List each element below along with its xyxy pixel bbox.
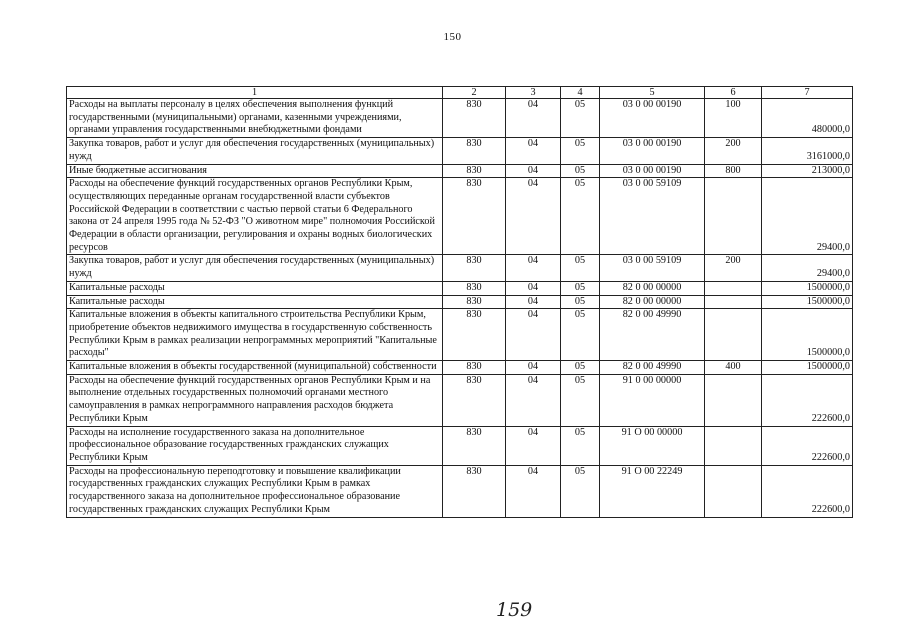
amount: 1500000,0	[762, 309, 853, 361]
subsection-code: 05	[561, 309, 600, 361]
column-header-4: 4	[561, 87, 600, 99]
amount: 480000,0	[762, 99, 853, 138]
table-row	[67, 255, 853, 281]
row-description: Капитальные расходы	[67, 281, 443, 295]
section-code: 04	[506, 374, 561, 426]
table-row	[67, 295, 853, 309]
subsection-code: 05	[561, 178, 600, 255]
expense-type-code: 200	[705, 255, 762, 281]
ministry-code: 830	[443, 426, 506, 465]
target-article-code: 91 0 00 00000	[600, 374, 705, 426]
target-article-code: 82 0 00 00000	[600, 295, 705, 309]
expense-type-code	[705, 465, 762, 517]
row-description: Закупка товаров, работ и услуг для обеспечения государственных (муниципальных) нужд	[67, 138, 443, 164]
target-article-code: 82 0 00 49990	[600, 361, 705, 375]
column-header-2: 2	[443, 87, 506, 99]
section-code: 04	[506, 295, 561, 309]
expense-type-code	[705, 309, 762, 361]
table-row	[67, 178, 853, 255]
handwritten-page-number: 159	[496, 599, 533, 621]
row-description: Капитальные вложения в объекты государственной (муниципальной) собственности	[67, 361, 443, 375]
section-code: 04	[506, 164, 561, 178]
subsection-code: 05	[561, 295, 600, 309]
ministry-code: 830	[443, 309, 506, 361]
subsection-code: 05	[561, 281, 600, 295]
target-article-code: 82 0 00 49990	[600, 309, 705, 361]
subsection-code: 05	[561, 255, 600, 281]
amount: 213000,0	[762, 164, 853, 178]
amount: 222600,0	[762, 465, 853, 517]
target-article-code: 91 О 00 22249	[600, 465, 705, 517]
row-description: Капитальные вложения в объекты капитального строительства Республики Крым, приобретение объектов недвижимого имущества в государственную собственность Республики Крым в рамках реализации непрограммных мероприятий "Капитальные расходы"	[67, 309, 443, 361]
column-header-3: 3	[506, 87, 561, 99]
subsection-code: 05	[561, 361, 600, 375]
section-code: 04	[506, 255, 561, 281]
table-row	[67, 99, 853, 138]
table-row	[67, 465, 853, 517]
expense-type-code	[705, 374, 762, 426]
column-header-6: 6	[705, 87, 762, 99]
target-article-code: 03 0 00 59109	[600, 178, 705, 255]
subsection-code: 05	[561, 99, 600, 138]
column-header-1: 1	[67, 87, 443, 99]
ministry-code: 830	[443, 361, 506, 375]
subsection-code: 05	[561, 164, 600, 178]
amount: 222600,0	[762, 374, 853, 426]
ministry-code: 830	[443, 178, 506, 255]
expense-type-code: 100	[705, 99, 762, 138]
table-row	[67, 138, 853, 164]
amount: 29400,0	[762, 178, 853, 255]
row-description: Расходы на обеспечение функций государственных органов Республики Крым и на выполнение отдельных государственных полномочий органами местного самоуправления в рамках непрограммного направления расходов бюджета Республики Крым	[67, 374, 443, 426]
section-code: 04	[506, 309, 561, 361]
ministry-code: 830	[443, 374, 506, 426]
section-code: 04	[506, 361, 561, 375]
table-row	[67, 309, 853, 361]
table-row	[67, 361, 853, 375]
header-row	[67, 87, 853, 99]
target-article-code: 82 0 00 00000	[600, 281, 705, 295]
expense-type-code	[705, 178, 762, 255]
row-description: Расходы на исполнение государственного заказа на дополнительное профессиональное образование государственных гражданских служащих Республики Крым	[67, 426, 443, 465]
target-article-code: 03 0 00 00190	[600, 164, 705, 178]
table-row	[67, 426, 853, 465]
section-code: 04	[506, 281, 561, 295]
ministry-code: 830	[443, 138, 506, 164]
column-header-5: 5	[600, 87, 705, 99]
amount: 1500000,0	[762, 361, 853, 375]
amount: 222600,0	[762, 426, 853, 465]
expense-type-code: 200	[705, 138, 762, 164]
budget-table	[66, 86, 853, 518]
section-code: 04	[506, 426, 561, 465]
target-article-code: 03 0 00 00190	[600, 138, 705, 164]
target-article-code: 03 0 00 59109	[600, 255, 705, 281]
expense-type-code: 800	[705, 164, 762, 178]
section-code: 04	[506, 138, 561, 164]
subsection-code: 05	[561, 465, 600, 517]
subsection-code: 05	[561, 138, 600, 164]
ministry-code: 830	[443, 99, 506, 138]
table-row	[67, 374, 853, 426]
ministry-code: 830	[443, 295, 506, 309]
target-article-code: 91 О 00 00000	[600, 426, 705, 465]
section-code: 04	[506, 465, 561, 517]
row-description: Расходы на профессиональную переподготовку и повышение квалификации государственных гражданских служащих Республики Крым в рамках государственного заказа на дополнительное профессиональное образование государственных гражданских служащих Республики Крым	[67, 465, 443, 517]
table-row	[67, 164, 853, 178]
target-article-code: 03 0 00 00190	[600, 99, 705, 138]
row-description: Иные бюджетные ассигнования	[67, 164, 443, 178]
amount: 29400,0	[762, 255, 853, 281]
section-code: 04	[506, 99, 561, 138]
ministry-code: 830	[443, 281, 506, 295]
amount: 1500000,0	[762, 295, 853, 309]
row-description: Капитальные расходы	[67, 295, 443, 309]
expense-type-code	[705, 281, 762, 295]
section-code: 04	[506, 178, 561, 255]
expense-type-code	[705, 426, 762, 465]
subsection-code: 05	[561, 374, 600, 426]
row-description: Расходы на обеспечение функций государственных органов Республики Крым, осуществляющих переданные органам государственной власти субъектов Российской Федерации в соответствии с частью первой статьи 6 Федерального закона от 24 апреля 1995 года № 52-ФЗ "О животном мире" полномочия Российской Федерации в области организации, регулирования и охраны водных биологических ресурсов	[67, 178, 443, 255]
amount: 3161000,0	[762, 138, 853, 164]
table-row	[67, 281, 853, 295]
ministry-code: 830	[443, 255, 506, 281]
subsection-code: 05	[561, 426, 600, 465]
column-header-7: 7	[762, 87, 853, 99]
page-number: 150	[443, 31, 462, 43]
expense-type-code	[705, 295, 762, 309]
expense-type-code: 400	[705, 361, 762, 375]
row-description: Закупка товаров, работ и услуг для обеспечения государственных (муниципальных) нужд	[67, 255, 443, 281]
ministry-code: 830	[443, 465, 506, 517]
ministry-code: 830	[443, 164, 506, 178]
amount: 1500000,0	[762, 281, 853, 295]
row-description: Расходы на выплаты персоналу в целях обеспечения выполнения функций государственными (муниципальными) органами, казенными учреждениями, органами управления государственными внебюджетными фондами	[67, 99, 443, 138]
